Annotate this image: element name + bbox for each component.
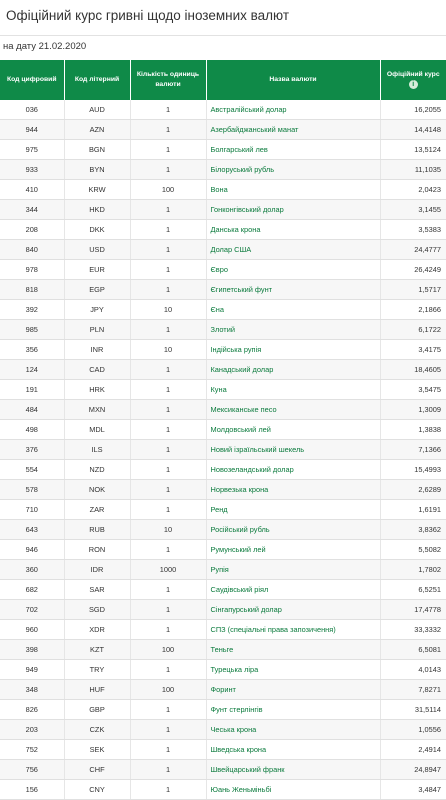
table-row (0, 480, 446, 500)
cell-digital-code: 156 (0, 780, 64, 800)
table-row (0, 280, 446, 300)
cell-letter-code: KZT (64, 640, 130, 660)
table-row (0, 760, 446, 780)
table-row (0, 560, 446, 580)
cell-letter-code: IDR (64, 560, 130, 580)
cell-currency-name-link[interactable]: Данська крона (206, 220, 380, 240)
cell-currency-name-link[interactable]: Азербайджанський манат (206, 120, 380, 140)
exchange-rates-table (0, 60, 446, 800)
cell-currency-name-link[interactable]: Чеська крона (206, 720, 380, 740)
cell-official-rate: 3,5383 (380, 220, 446, 240)
cell-official-rate: 6,5251 (380, 580, 446, 600)
table-row (0, 740, 446, 760)
cell-digital-code: 826 (0, 700, 64, 720)
cell-digital-code: 360 (0, 560, 64, 580)
cell-digital-code: 484 (0, 400, 64, 420)
cell-official-rate: 2,0423 (380, 180, 446, 200)
table-row (0, 660, 446, 680)
header-units[interactable]: Кількість одиниць валюти (130, 60, 206, 100)
table-row (0, 520, 446, 540)
cell-letter-code: USD (64, 240, 130, 260)
cell-units: 1 (130, 440, 206, 460)
cell-digital-code: 946 (0, 540, 64, 560)
cell-official-rate: 6,5081 (380, 640, 446, 660)
table-row (0, 420, 446, 440)
cell-official-rate: 6,1722 (380, 320, 446, 340)
cell-currency-name-link[interactable]: Рупія (206, 560, 380, 580)
cell-currency-name-link[interactable]: Турецька ліра (206, 660, 380, 680)
cell-letter-code: HRK (64, 380, 130, 400)
cell-units: 1 (130, 580, 206, 600)
cell-currency-name-link[interactable]: Саудівський ріял (206, 580, 380, 600)
cell-digital-code: 702 (0, 600, 64, 620)
cell-official-rate: 2,1866 (380, 300, 446, 320)
cell-units: 1 (130, 260, 206, 280)
cell-digital-code: 818 (0, 280, 64, 300)
cell-currency-name-link[interactable]: СПЗ (спеціальні права запозичення) (206, 620, 380, 640)
cell-letter-code: EUR (64, 260, 130, 280)
cell-currency-name-link[interactable]: Євро (206, 260, 380, 280)
cell-official-rate: 14,4148 (380, 120, 446, 140)
cell-units: 1 (130, 320, 206, 340)
table-row (0, 680, 446, 700)
cell-units: 1 (130, 120, 206, 140)
info-icon[interactable]: i (409, 80, 418, 89)
cell-digital-code: 840 (0, 240, 64, 260)
cell-currency-name-link[interactable]: Юань Женьміньбі (206, 780, 380, 800)
table-row (0, 400, 446, 420)
cell-letter-code: EGP (64, 280, 130, 300)
cell-currency-name-link[interactable]: Ренд (206, 500, 380, 520)
cell-letter-code: KRW (64, 180, 130, 200)
cell-official-rate: 3,4847 (380, 780, 446, 800)
cell-digital-code: 498 (0, 420, 64, 440)
cell-currency-name-link[interactable]: Вона (206, 180, 380, 200)
cell-currency-name-link[interactable]: Австралійський долар (206, 100, 380, 120)
table-row (0, 540, 446, 560)
cell-letter-code: AUD (64, 100, 130, 120)
cell-currency-name-link[interactable]: Індійська рупія (206, 340, 380, 360)
cell-currency-name-link[interactable]: Канадський долар (206, 360, 380, 380)
cell-letter-code: MDL (64, 420, 130, 440)
cell-digital-code: 398 (0, 640, 64, 660)
cell-units: 1 (130, 780, 206, 800)
cell-digital-code: 710 (0, 500, 64, 520)
cell-digital-code: 985 (0, 320, 64, 340)
cell-units: 1 (130, 500, 206, 520)
cell-official-rate: 1,3838 (380, 420, 446, 440)
cell-official-rate: 13,5124 (380, 140, 446, 160)
cell-currency-name-link[interactable]: Румунський лей (206, 540, 380, 560)
cell-digital-code: 554 (0, 460, 64, 480)
cell-letter-code: AZN (64, 120, 130, 140)
cell-digital-code: 344 (0, 200, 64, 220)
cell-units: 1 (130, 540, 206, 560)
cell-letter-code: HUF (64, 680, 130, 700)
cell-official-rate: 17,4778 (380, 600, 446, 620)
cell-letter-code: CAD (64, 360, 130, 380)
cell-units: 1 (130, 760, 206, 780)
cell-official-rate: 31,5114 (380, 700, 446, 720)
cell-units: 1 (130, 220, 206, 240)
cell-units: 10 (130, 340, 206, 360)
table-row (0, 720, 446, 740)
cell-currency-name-link[interactable]: Шведська крона (206, 740, 380, 760)
cell-official-rate: 1,0556 (380, 720, 446, 740)
table-row (0, 160, 446, 180)
cell-official-rate: 1,6191 (380, 500, 446, 520)
cell-units: 1 (130, 200, 206, 220)
table-row (0, 100, 446, 120)
table-header-row (0, 60, 446, 100)
cell-currency-name-link[interactable]: Сінгапурський долар (206, 600, 380, 620)
cell-digital-code: 978 (0, 260, 64, 280)
cell-units: 1 (130, 280, 206, 300)
table-row (0, 380, 446, 400)
cell-letter-code: SEK (64, 740, 130, 760)
cell-digital-code: 208 (0, 220, 64, 240)
cell-currency-name-link[interactable]: Російський рубль (206, 520, 380, 540)
cell-letter-code: RUB (64, 520, 130, 540)
cell-currency-name-link[interactable]: Злотий (206, 320, 380, 340)
cell-units: 1000 (130, 560, 206, 580)
cell-currency-name-link[interactable]: Мексиканське песо (206, 400, 380, 420)
cell-official-rate: 18,4605 (380, 360, 446, 380)
cell-currency-name-link[interactable]: Білоруський рубль (206, 160, 380, 180)
cell-letter-code: BGN (64, 140, 130, 160)
cell-official-rate: 2,4914 (380, 740, 446, 760)
header-letter-code[interactable]: Код літерний (64, 60, 130, 100)
cell-currency-name-link[interactable]: Новий ізраїльський шекель (206, 440, 380, 460)
cell-currency-name-link[interactable]: Молдовський лей (206, 420, 380, 440)
cell-currency-name-link[interactable]: Куна (206, 380, 380, 400)
cell-official-rate: 3,4175 (380, 340, 446, 360)
cell-currency-name-link[interactable]: Новозеландський долар (206, 460, 380, 480)
cell-letter-code: NZD (64, 460, 130, 480)
cell-units: 1 (130, 240, 206, 260)
table-row (0, 600, 446, 620)
table-row (0, 140, 446, 160)
table-row (0, 780, 446, 800)
cell-units: 1 (130, 620, 206, 640)
cell-official-rate: 1,7802 (380, 560, 446, 580)
cell-official-rate: 7,1366 (380, 440, 446, 460)
cell-official-rate: 33,3332 (380, 620, 446, 640)
cell-official-rate: 3,8362 (380, 520, 446, 540)
cell-units: 1 (130, 740, 206, 760)
cell-official-rate: 5,5082 (380, 540, 446, 560)
cell-official-rate: 24,4777 (380, 240, 446, 260)
table-row (0, 460, 446, 480)
cell-letter-code: ZAR (64, 500, 130, 520)
cell-official-rate: 1,3009 (380, 400, 446, 420)
cell-digital-code: 356 (0, 340, 64, 360)
table-row (0, 200, 446, 220)
cell-digital-code: 376 (0, 440, 64, 460)
cell-digital-code: 949 (0, 660, 64, 680)
cell-units: 1 (130, 400, 206, 420)
cell-units: 1 (130, 360, 206, 380)
cell-letter-code: CNY (64, 780, 130, 800)
table-row (0, 260, 446, 280)
cell-units: 1 (130, 420, 206, 440)
cell-units: 1 (130, 480, 206, 500)
cell-digital-code: 756 (0, 760, 64, 780)
cell-letter-code: PLN (64, 320, 130, 340)
cell-letter-code: XDR (64, 620, 130, 640)
header-digital-code[interactable]: Код цифровий (0, 60, 64, 100)
cell-currency-name-link[interactable]: Форинт (206, 680, 380, 700)
table-row (0, 220, 446, 240)
cell-currency-name-link[interactable]: Єгипетський фунт (206, 280, 380, 300)
header-currency-name[interactable]: Назва валюти (206, 60, 380, 100)
table-row (0, 360, 446, 380)
cell-units: 1 (130, 380, 206, 400)
header-official-rate[interactable] (380, 60, 446, 100)
cell-official-rate: 2,6289 (380, 480, 446, 500)
table-row (0, 340, 446, 360)
cell-units: 1 (130, 720, 206, 740)
cell-currency-name-link[interactable]: Норвезька крона (206, 480, 380, 500)
cell-letter-code: MXN (64, 400, 130, 420)
cell-units: 10 (130, 300, 206, 320)
table-row (0, 240, 446, 260)
cell-currency-name-link[interactable]: Теньге (206, 640, 380, 660)
cell-official-rate: 24,8947 (380, 760, 446, 780)
cell-units: 1 (130, 700, 206, 720)
cell-digital-code: 682 (0, 580, 64, 600)
cell-letter-code: DKK (64, 220, 130, 240)
cell-digital-code: 124 (0, 360, 64, 380)
cell-digital-code: 036 (0, 100, 64, 120)
cell-letter-code: RON (64, 540, 130, 560)
cell-letter-code: ILS (64, 440, 130, 460)
cell-digital-code: 643 (0, 520, 64, 540)
cell-currency-name-link[interactable]: Болгарський лев (206, 140, 380, 160)
cell-official-rate: 7,8271 (380, 680, 446, 700)
table-row (0, 640, 446, 660)
cell-digital-code: 960 (0, 620, 64, 640)
cell-currency-name-link[interactable]: Фунт стерлінгів (206, 700, 380, 720)
cell-letter-code: SAR (64, 580, 130, 600)
cell-currency-name-link[interactable]: Швейцарський франк (206, 760, 380, 780)
cell-units: 1 (130, 660, 206, 680)
table-body (0, 100, 446, 800)
date-label: на дату 21.02.2020 (3, 41, 87, 52)
table-row (0, 180, 446, 200)
cell-digital-code: 752 (0, 740, 64, 760)
cell-currency-name-link[interactable]: Єна (206, 300, 380, 320)
cell-units: 100 (130, 180, 206, 200)
table-row (0, 300, 446, 320)
cell-official-rate: 26,4249 (380, 260, 446, 280)
cell-digital-code: 578 (0, 480, 64, 500)
cell-official-rate: 11,1035 (380, 160, 446, 180)
table-row (0, 320, 446, 340)
cell-letter-code: HKD (64, 200, 130, 220)
table-row (0, 620, 446, 640)
cell-units: 100 (130, 680, 206, 700)
cell-official-rate: 15,4993 (380, 460, 446, 480)
cell-letter-code: NOK (64, 480, 130, 500)
cell-digital-code: 191 (0, 380, 64, 400)
cell-digital-code: 410 (0, 180, 64, 200)
cell-letter-code: TRY (64, 660, 130, 680)
cell-letter-code: JPY (64, 300, 130, 320)
cell-digital-code: 933 (0, 160, 64, 180)
cell-units: 1 (130, 100, 206, 120)
table-row (0, 120, 446, 140)
cell-units: 1 (130, 600, 206, 620)
table-row (0, 700, 446, 720)
cell-digital-code: 944 (0, 120, 64, 140)
table-row (0, 500, 446, 520)
cell-currency-name-link[interactable]: Долар США (206, 240, 380, 260)
cell-official-rate: 1,5717 (380, 280, 446, 300)
header-official-rate-label: Офіційний курс (386, 71, 440, 78)
cell-units: 1 (130, 140, 206, 160)
cell-official-rate: 3,1455 (380, 200, 446, 220)
cell-units: 100 (130, 640, 206, 660)
cell-currency-name-link[interactable]: Гонконгівський долар (206, 200, 380, 220)
cell-official-rate: 16,2055 (380, 100, 446, 120)
cell-digital-code: 392 (0, 300, 64, 320)
cell-letter-code: INR (64, 340, 130, 360)
cell-units: 10 (130, 520, 206, 540)
cell-official-rate: 3,5475 (380, 380, 446, 400)
cell-digital-code: 348 (0, 680, 64, 700)
cell-units: 1 (130, 460, 206, 480)
cell-digital-code: 203 (0, 720, 64, 740)
cell-letter-code: CHF (64, 760, 130, 780)
cell-official-rate: 4,0143 (380, 660, 446, 680)
cell-letter-code: CZK (64, 720, 130, 740)
cell-units: 1 (130, 160, 206, 180)
table-row (0, 440, 446, 460)
cell-letter-code: SGD (64, 600, 130, 620)
cell-letter-code: GBP (64, 700, 130, 720)
table-row (0, 580, 446, 600)
cell-digital-code: 975 (0, 140, 64, 160)
cell-letter-code: BYN (64, 160, 130, 180)
page-title: Офіційний курс гривні щодо іноземних валют (0, 0, 446, 36)
